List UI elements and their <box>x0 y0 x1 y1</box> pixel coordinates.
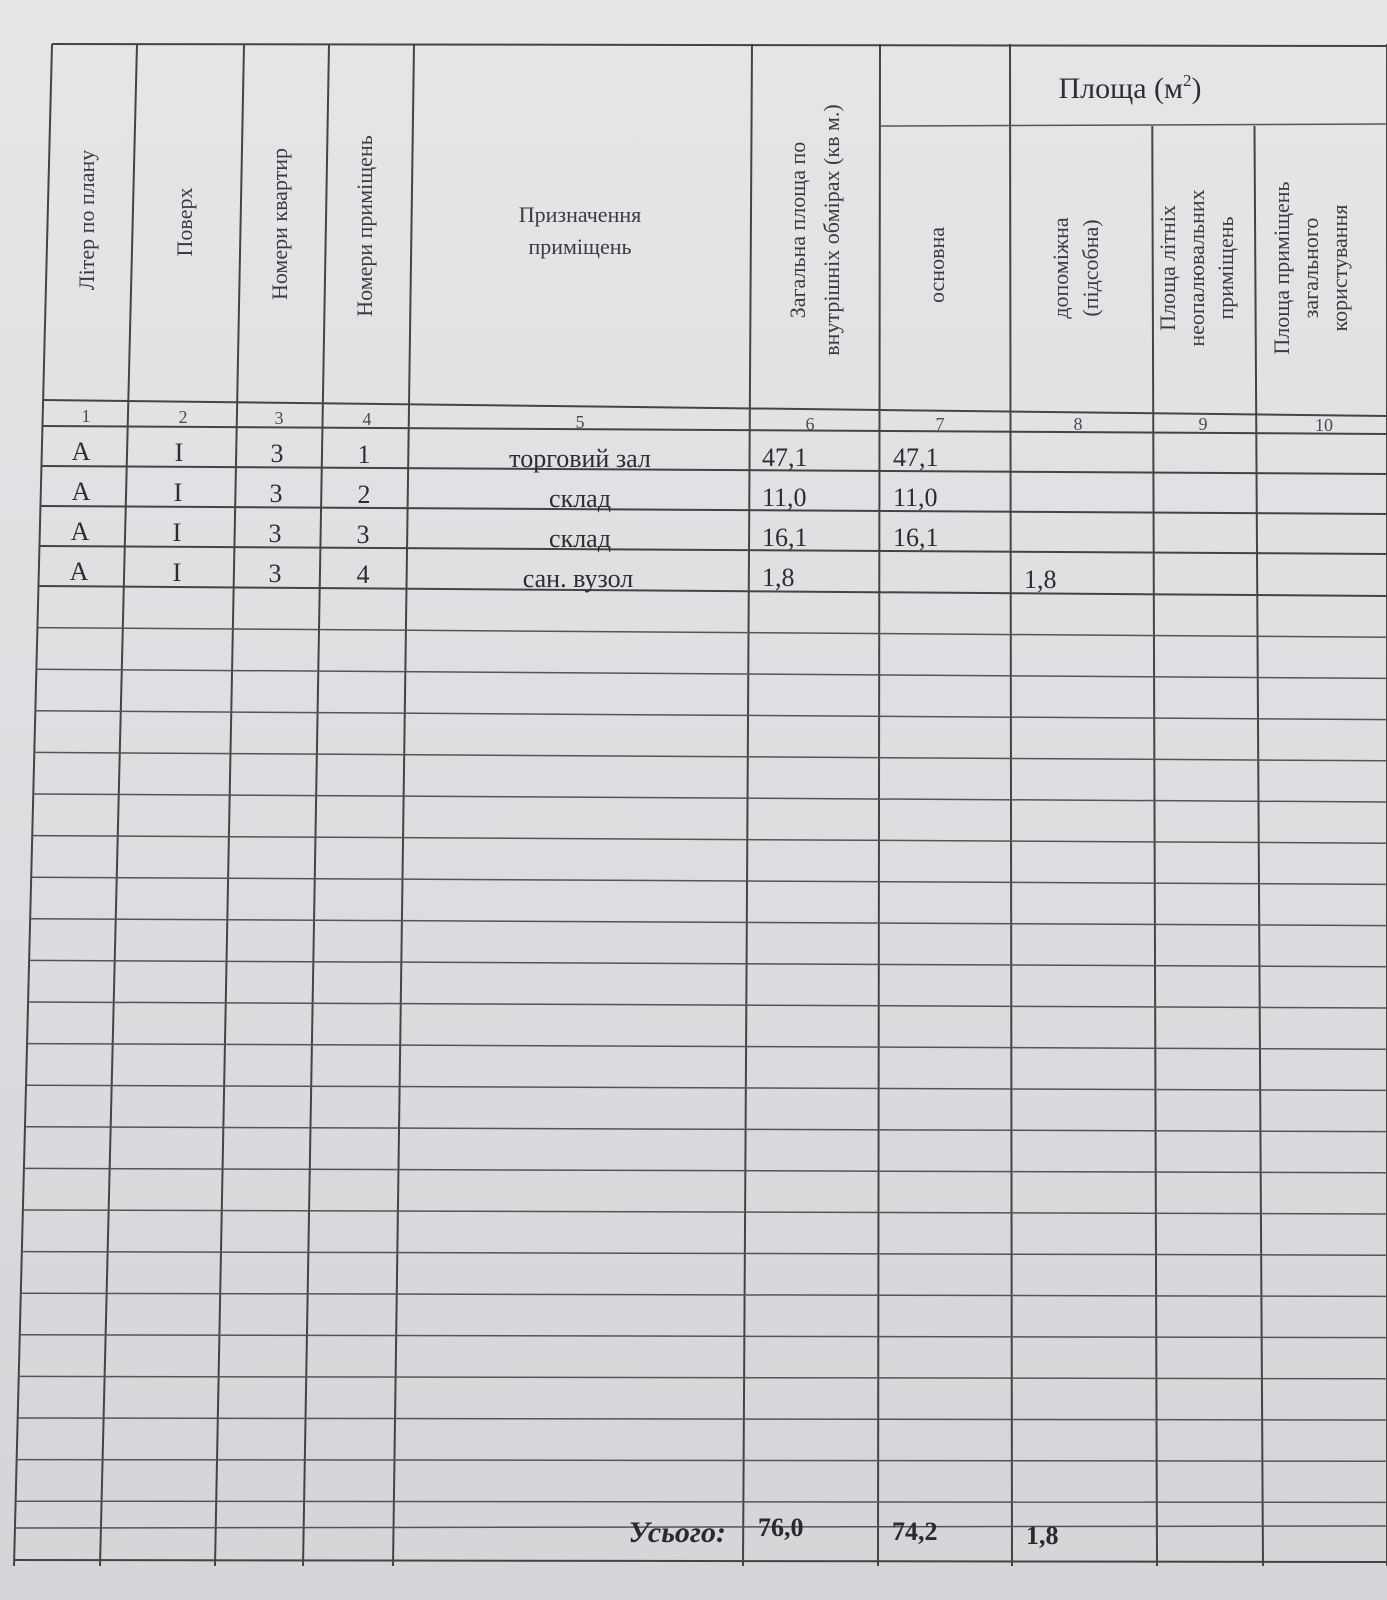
header-col8-line1: допоміжна <box>1048 217 1073 319</box>
row-rule <box>26 1085 1387 1090</box>
cell-floor: І <box>172 558 182 587</box>
col-number: 6 <box>805 414 815 434</box>
cell-room: 2 <box>357 480 371 509</box>
column-rule <box>1254 126 1263 1566</box>
row-rule <box>43 400 1387 416</box>
row-rule <box>38 586 1387 596</box>
col-number: 9 <box>1198 414 1208 434</box>
row-rule <box>39 546 1387 554</box>
cell-liter: А <box>71 477 91 506</box>
col-number: 3 <box>274 408 284 428</box>
cell-purpose: торговий зал <box>509 444 651 473</box>
cell-room: 4 <box>356 560 370 589</box>
cell-floor: І <box>174 438 184 467</box>
header-col4: Номери приміщень <box>352 135 377 317</box>
header-col9-line3: приміщень <box>1213 216 1238 320</box>
row-rule <box>24 1168 1387 1172</box>
cell-purpose: склад <box>549 524 611 553</box>
column-rule <box>215 44 244 1566</box>
cell-total-area: 16,1 <box>762 523 808 552</box>
row-rule <box>34 752 1387 760</box>
row-rule <box>16 1501 1387 1502</box>
area-group-rule <box>880 124 1387 126</box>
cell-aux-area: 1,8 <box>1024 565 1057 594</box>
header-col9-line2: неопалювальних <box>1184 189 1209 347</box>
row-rule <box>22 1252 1387 1256</box>
header-col5-line1: Призначення <box>518 202 642 227</box>
cell-liter: А <box>71 437 91 466</box>
header-col10-line3: користування <box>1327 204 1352 332</box>
totals-row <box>628 1513 1058 1550</box>
header-col1: Літер по плану <box>74 149 99 291</box>
row-rule <box>33 794 1387 802</box>
cell-floor: І <box>173 478 183 507</box>
cell-total-area: 47,1 <box>762 443 808 472</box>
row-rule <box>18 1418 1387 1420</box>
header-col3: Номери квартир <box>267 147 292 301</box>
cell-liter: А <box>69 557 89 586</box>
cell-apartment: 3 <box>268 559 282 588</box>
cell-total-area: 11,0 <box>762 483 807 512</box>
column-rule <box>878 44 880 1566</box>
row-rule <box>17 1460 1387 1462</box>
column-rule <box>303 44 329 1566</box>
row-rule <box>30 919 1387 926</box>
cell-total-area: 1,8 <box>762 563 795 592</box>
column-rule <box>14 44 52 1566</box>
row-rule <box>27 1044 1387 1050</box>
cell-main-area: 11,0 <box>893 483 938 512</box>
cell-apartment: 3 <box>268 519 282 548</box>
row-rule <box>35 711 1387 720</box>
row-rule <box>28 1002 1387 1008</box>
header-col6-line1: Загальна площа по <box>785 141 810 319</box>
row-rule <box>20 1335 1387 1338</box>
column-rule <box>393 44 414 1566</box>
cell-purpose: сан. вузол <box>522 564 634 593</box>
col-number: 5 <box>575 412 585 432</box>
col-number: 2 <box>178 407 188 427</box>
header-col5-line2: приміщень <box>528 234 632 259</box>
row-rule <box>32 836 1387 844</box>
header-col7: основна <box>924 226 949 304</box>
header-col8-line2: (підсобна) <box>1078 219 1103 317</box>
cell-apartment: 3 <box>269 479 283 508</box>
row-rule <box>21 1293 1387 1296</box>
col-number: 7 <box>935 414 945 434</box>
row-rule <box>29 960 1387 966</box>
column-rule <box>1010 44 1012 1566</box>
header-col6-line2: внутрішніх обмірах (кв м.) <box>819 104 844 356</box>
row-rule <box>25 1127 1387 1132</box>
table-border-bottom <box>14 1560 1387 1562</box>
col-number: 4 <box>362 409 372 429</box>
row-rule <box>31 877 1387 884</box>
column-rule <box>1152 126 1157 1566</box>
header-area-group: Площа (м2) <box>1058 71 1202 105</box>
column-rule <box>743 44 752 1566</box>
header-col10-line1: Площа приміщень <box>1269 181 1294 355</box>
cell-room: 1 <box>357 440 371 469</box>
col-number: 10 <box>1315 415 1333 435</box>
row-rule <box>36 669 1387 678</box>
row-rule <box>41 466 1387 474</box>
cell-apartment: 3 <box>270 439 284 468</box>
table-border-top <box>52 44 1387 46</box>
header-col10-line2: загального <box>1298 217 1323 319</box>
column-rule <box>100 44 137 1566</box>
col-number: 8 <box>1073 414 1083 434</box>
row-rule <box>19 1376 1387 1378</box>
row-rule <box>40 506 1387 514</box>
cell-main-area: 47,1 <box>893 443 939 472</box>
row-rule <box>42 426 1387 434</box>
cell-floor: І <box>172 518 182 547</box>
cell-liter: А <box>70 517 90 546</box>
row-rule <box>37 628 1387 638</box>
header-col2: Поверх <box>172 187 197 257</box>
col-number: 1 <box>81 406 91 426</box>
header-col9-line1: Площа літніх <box>1155 205 1180 331</box>
cell-main-area: 16,1 <box>893 523 939 552</box>
cell-purpose: склад <box>549 484 611 513</box>
totals-total-area: 76,0 <box>758 1513 804 1542</box>
totals-main-area: 74,2 <box>892 1517 938 1546</box>
table-row <box>70 557 1057 594</box>
totals-aux-area: 1,8 <box>1026 1521 1059 1550</box>
row-rule <box>23 1210 1387 1214</box>
cell-room: 3 <box>356 520 370 549</box>
table-grid <box>14 44 1387 1566</box>
totals-label: Усього: <box>628 1516 726 1549</box>
